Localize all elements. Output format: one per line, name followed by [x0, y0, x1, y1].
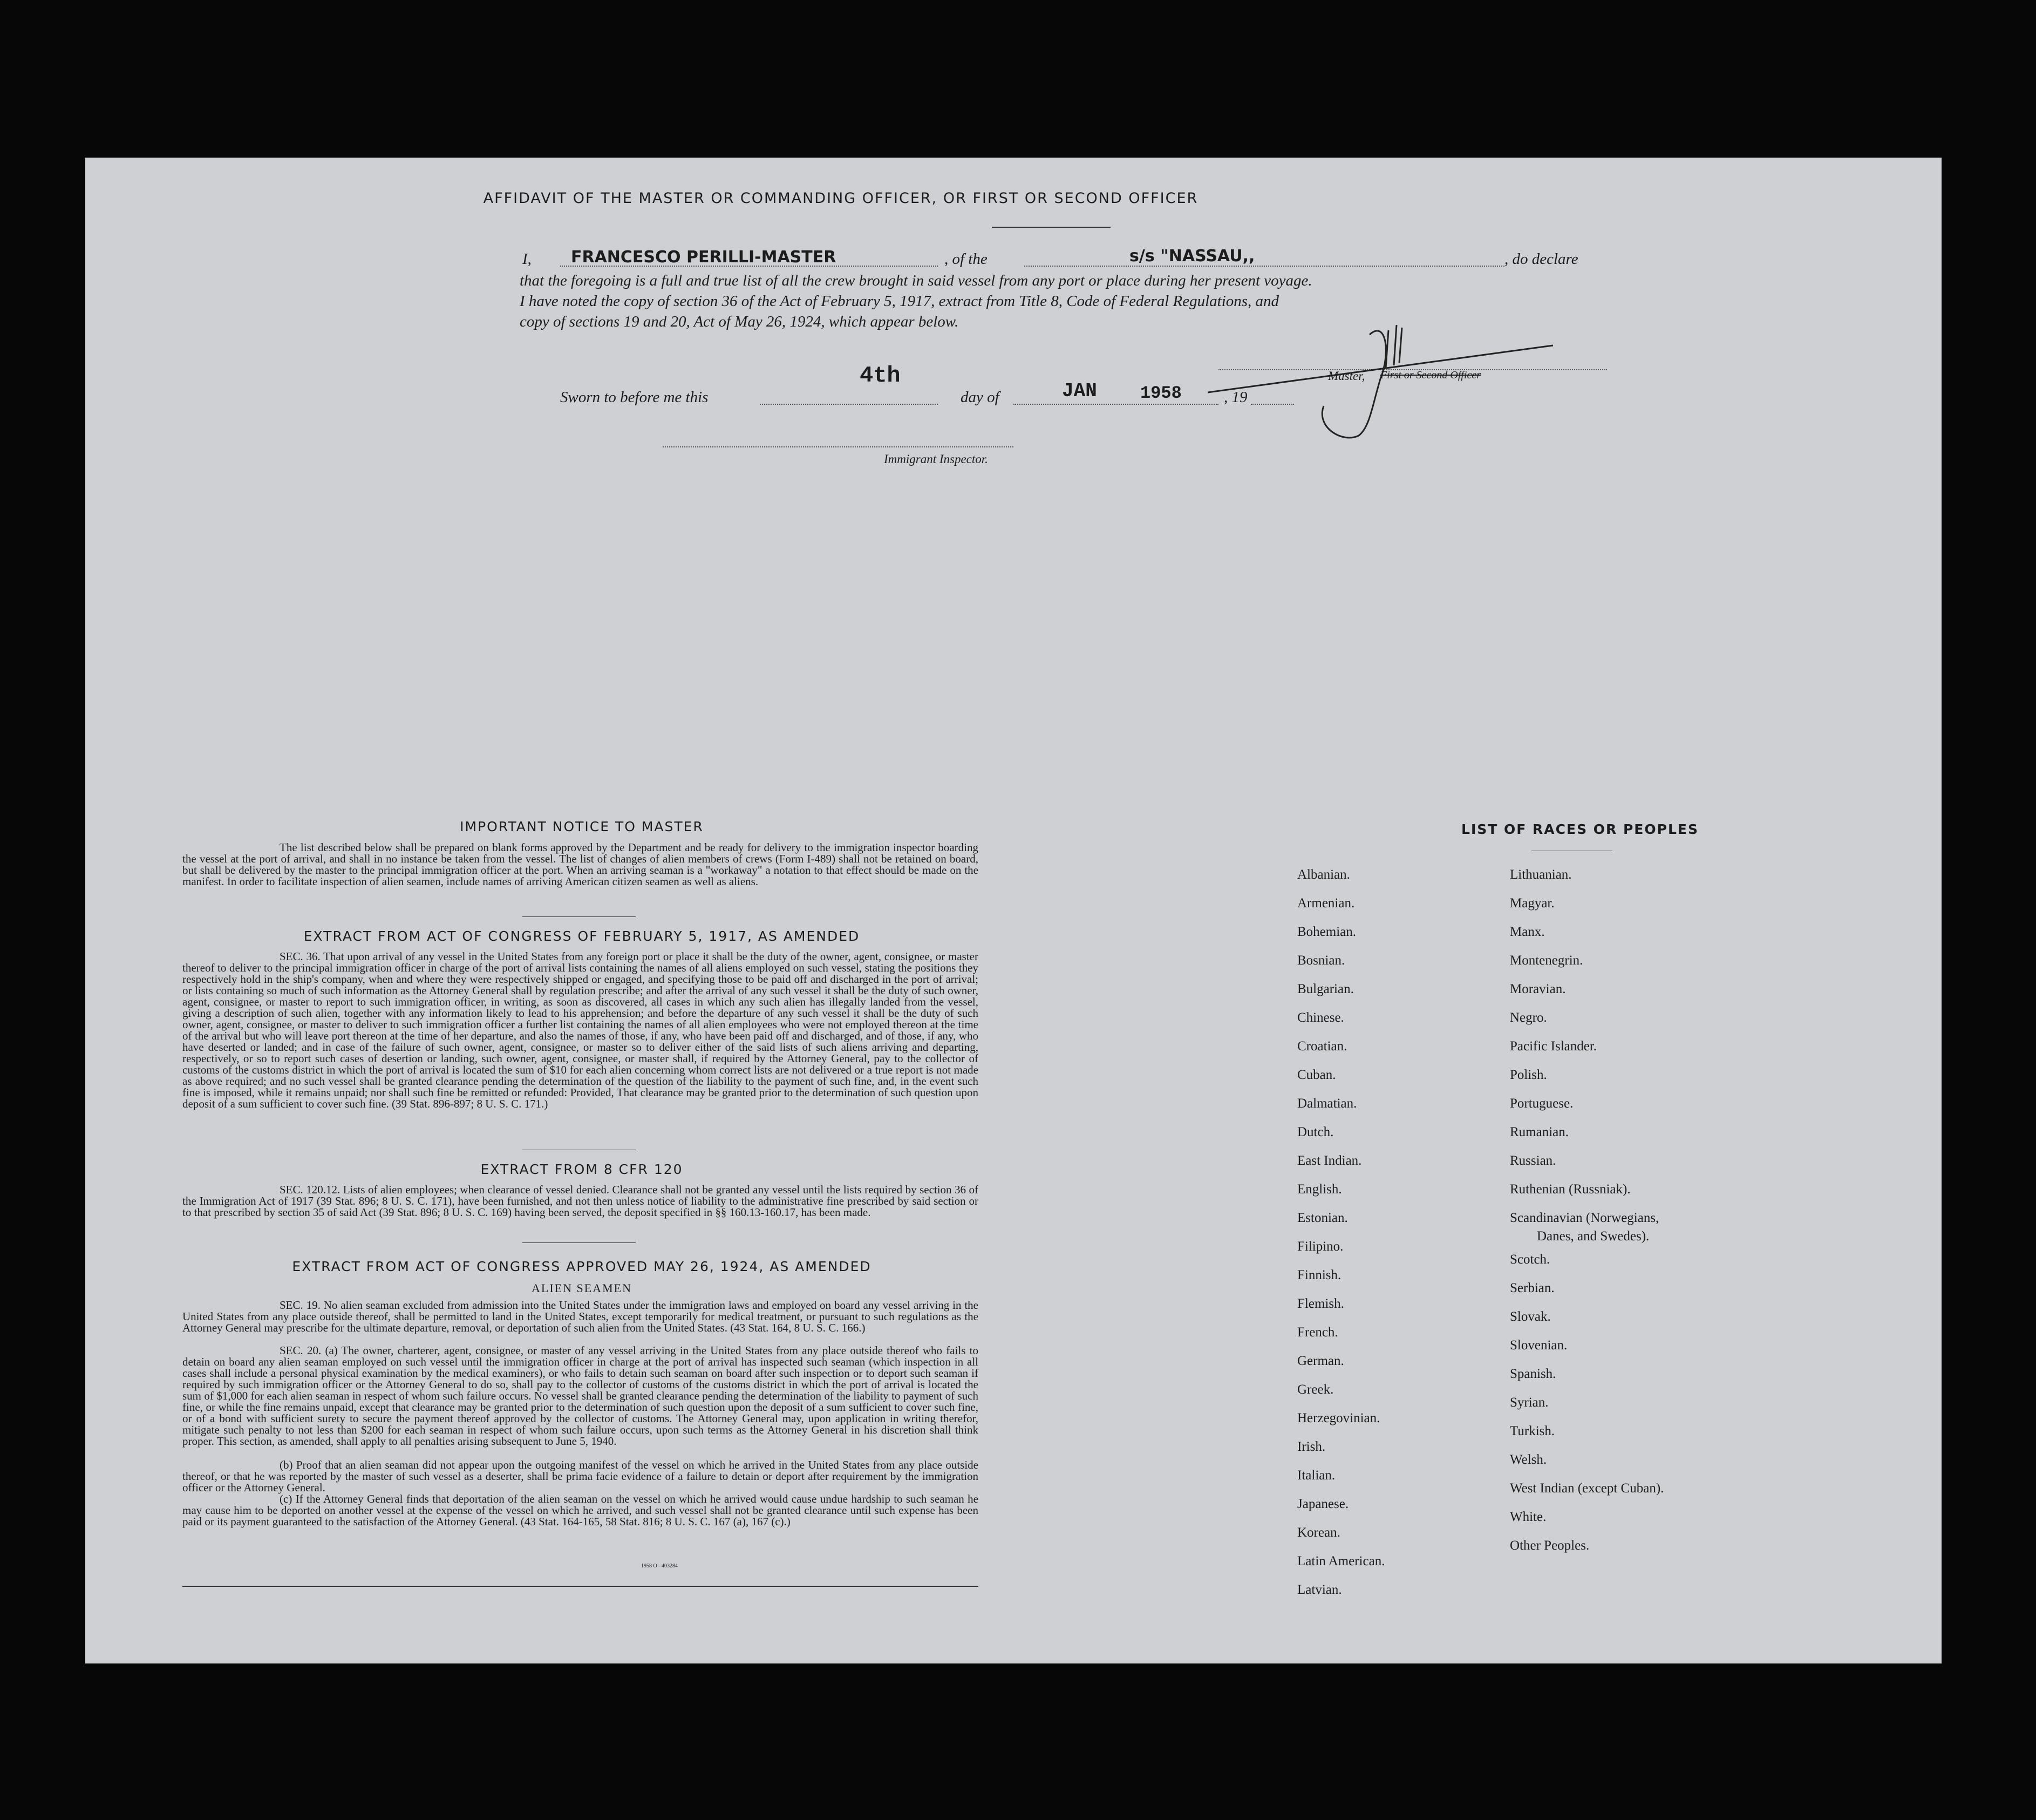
race-item: West Indian (except Cuban). [1510, 1481, 1664, 1496]
race-item: Dutch. [1297, 1125, 1334, 1139]
race-item: Pacific Islander. [1510, 1039, 1597, 1054]
race-item: Magyar. [1510, 896, 1555, 911]
race-item: Latin American. [1297, 1554, 1385, 1568]
race-item: Other Peoples. [1510, 1538, 1590, 1553]
master-signature [1208, 320, 1585, 444]
race-item: Ruthenian (Russniak). [1510, 1182, 1631, 1197]
race-item: Cuban. [1297, 1068, 1336, 1082]
title-rule [992, 227, 1111, 228]
day-number[interactable]: 4th [860, 363, 901, 389]
extract-cfr-body: SEC. 120.12. Lists of alien employees; when clearance of vessel denied. Clearance shall not be granted any vessel until the lists required by section 36 of the Immigration Act of 1917 (39 Stat. 896; 8 U. S. C. 171), have been furnished, and not then unless notice of liability to the administrative fine prescribed by said section or to that prescribed by section 35 of said Act (39 Stat. 896; 8 U. S. C. 169) having been served, the deposit specified in §§ 160.13-160.17, has been made. [182, 1183, 978, 1219]
print-code: 1958 O - 403284 [641, 1563, 678, 1569]
vessel-line [1024, 266, 1504, 267]
struck-officer-label: First or Second Officer [1380, 369, 1481, 381]
alien-seamen-subtitle: ALIEN SEAMEN [532, 1281, 632, 1295]
race-item: Negro. [1510, 1010, 1547, 1025]
race-item: Scotch. [1510, 1252, 1550, 1267]
extract-1917-title: EXTRACT FROM ACT OF CONGRESS OF FEBRUARY 5, 1917, AS AMENDED [303, 928, 860, 944]
day-of-label: day of [961, 389, 999, 406]
master-label: Master, [1328, 369, 1365, 383]
extract-cfr-divider [522, 1242, 636, 1243]
year-suffix-line [1251, 404, 1294, 405]
race-item: English. [1297, 1182, 1342, 1197]
race-item: White. [1510, 1510, 1547, 1524]
race-item: Moravian. [1510, 982, 1566, 996]
scandinavian-continuation: Danes, and Swedes). [1537, 1229, 1650, 1244]
of-the-label: , of the [944, 250, 988, 268]
race-item: Turkish. [1510, 1424, 1555, 1438]
month-line [1013, 404, 1218, 405]
year-prefix: , 19 [1224, 389, 1248, 406]
year-value[interactable]: 1958 [1140, 383, 1182, 403]
race-item: Estonian. [1297, 1211, 1348, 1225]
race-item: Herzegovinian. [1297, 1411, 1380, 1425]
race-item: Italian. [1297, 1468, 1336, 1483]
sec20a-body: SEC. 20. (a) The owner, charterer, agent, consignee, or master of any vessel arriving in the United States from any place outside thereof who fails to detain on board any alien seaman employed on such vessel until the immigration officer in charge at the port of arrival has inspected such seaman (which inspection in all cases shall include a personal physical examination by the medical examiners), or who fails to detain such seaman on board after such inspection or to deport such seaman if required by such immigration officer or the Attorney General to do so, shall pay to the collector of customs of the customs district in which the port of arrival is located the sum of $1,000 for each alien seaman in respect of whom such failure occurs. No vessel shall be granted clearance pending the determination of the liability to payment of such fine, or while the fine remains unpaid, except that clearance may be granted prior to the determination of such question upon the deposit of a sum sufficient to cover such fine, or of a bond with sufficient surety to secure the payment thereof approved by the collector of customs. The Attorney General may, upon application in writing therefor, mitigate such penalty to not less than $200 for each seaman in respect of whom such failure occurs, upon such terms as the Attorney General in his discretion shall think proper. This section, as amended, shall apply to all penalties arising subsequent to June 5, 1940. [182, 1344, 978, 1448]
race-item: Armenian. [1297, 896, 1355, 911]
race-item: Montenegrin. [1510, 953, 1583, 968]
inspector-line [663, 446, 1013, 447]
race-item: Finnish. [1297, 1268, 1342, 1282]
race-item: Serbian. [1510, 1281, 1555, 1295]
vessel-name[interactable]: s/s "NASSAU,, [1129, 247, 1255, 266]
race-item: Bosnian. [1297, 953, 1345, 968]
race-item: Bohemian. [1297, 925, 1357, 939]
form-page [85, 158, 1942, 1663]
master-name[interactable]: FRANCESCO PERILLI-MASTER [571, 248, 836, 267]
race-item: Portuguese. [1510, 1096, 1574, 1111]
day-line [760, 404, 938, 405]
race-item: Rumanian. [1510, 1125, 1569, 1139]
race-item: Lithuanian. [1510, 867, 1572, 882]
race-item: Albanian. [1297, 867, 1350, 882]
race-item: Flemish. [1297, 1296, 1344, 1311]
declaration-i: I, [522, 250, 532, 268]
race-item: Syrian. [1510, 1395, 1549, 1410]
races-title: LIST OF RACES OR PEOPLES [1461, 821, 1699, 837]
month-value[interactable]: JAN [1062, 380, 1097, 402]
race-item: French. [1297, 1325, 1338, 1340]
race-item: Chinese. [1297, 1010, 1344, 1025]
sec20b-body: (b) Proof that an alien seaman did not appear upon the outgoing manifest of the vessel on which he arrived in the United States from any place outside thereof, or that he was reported by the master of such vessel as a deserter, shall be prima facie evidence of a failure to detain or deport after requirement by the immigration officer or the Attorney General. [182, 1458, 978, 1494]
extract-1924-title: EXTRACT FROM ACT OF CONGRESS APPROVED MAY 26, 1924, AS AMENDED [292, 1259, 871, 1274]
sec20c-body: (c) If the Attorney General finds that deportation of the alien seaman on the vessel on which he arrived would cause undue hardship to such seaman he may cause him to be deported on another vessel at the expense of the vessel on which he arrived, and such vessel shall not be granted clearance until such expense has been paid or its payment guaranteed to the satisfaction of the Attorney General. (43 Stat. 164-165, 58 Stat. 816; 8 U. S. C. 167 (a), 167 (c).) [182, 1492, 978, 1528]
notice-body: The list described below shall be prepared on blank forms approved by the Department and be ready for delivery to the immigration inspector boarding the vessel at the port of arrival, and shall in no instance be taken from the vessel. The list of changes of alien members of crews (Form I-489) shall not be retained on board, but shall be delivered by the master to the principal immigration officer at the port. When an arriving seaman is a "workaway" a notation to that effect should be made on the manifest. In order to facilitate inspection of alien seamen, include names of arriving American citizen seamen as well as aliens. [182, 841, 978, 888]
extract-cfr-title: EXTRACT FROM 8 CFR 120 [480, 1162, 683, 1177]
race-item: Welsh. [1510, 1452, 1547, 1467]
sec19-body: SEC. 19. No alien seaman excluded from admission into the United States under the immigration laws and employed on board any vessel arriving in the United States from any place outside thereof, shall be permitted to land in the United States, except temporarily for medical treatment, or pursuant to such regulations as the Attorney General may prescribe for the ultimate departure, removal, or deportation of such alien from the United States. (43 Stat. 164, 8 U. S. C. 166.) [182, 1299, 978, 1334]
race-item: Croatian. [1297, 1039, 1347, 1054]
races-column-2 [1510, 860, 1664, 1560]
extract-1917-body: SEC. 36. That upon arrival of any vessel in the United States from any foreign port or place it shall be the duty of the owner, agent, consignee, or master thereof to deliver to the principal immigration officer in charge of the port of arrival lists containing the names of all aliens employed on such vessel, stating the positions they respectively hold in the ship's company, when and where they were respectively shipped or engaged, and specifying those to be paid off and discharged in the port of arrival; or lists containing so much of such information as the Attorney General shall by regulation prescribe; and after the arrival of any such vessel it shall be the duty of such owner, agent, consignee, or master to report to such immigration officer, in writing, as soon as discovered, all cases in which any such alien has illegally landed from the vessel, giving a description of such alien, together with any information likely to lead to his apprehension; and before the departure of any such vessel it shall be the duty of such owner, agent, consignee, or master to deliver to such immigration officer a further list containing the names of all alien employees who were not employed thereon at the time of the arrival but who will leave port thereon at the time of her departure, and also the names of those, if any, who have been paid off and discharged, and of those, if any, who have deserted or landed; and in case of the failure of such owner, agent, consignee, or master so to deliver either of the said lists of such aliens arriving and departing, respectively, or so to report such cases of desertion or landing, such owner, agent, consignee, or master shall, if required by the Attorney General, pay to the collector of customs of the customs district in which the port of arrival is located the sum of $10 for each alien concerning whom correct lists are not delivered or a true report is not made as above required; and no such vessel shall be granted clearance pending the determination of the question of the liability to the payment of such fine, and, in the event such fine is imposed, while it remains unpaid; nor shall such fine be remitted or refunded: Provided, That clearance may be granted prior to the determination of such question upon deposit of a sum sufficient to cover such fine. (39 Stat. 896-897; 8 U. S. C. 171.) [182, 950, 978, 1110]
race-item: Russian. [1510, 1153, 1556, 1168]
race-item: East Indian. [1297, 1153, 1362, 1168]
race-item: Filipino. [1297, 1239, 1344, 1254]
declaration-line-4: copy of sections 19 and 20, Act of May 26, 1924, which appear below. [520, 313, 959, 330]
race-item: Greek. [1297, 1382, 1334, 1397]
notice-divider [522, 916, 636, 917]
race-item: Polish. [1510, 1068, 1547, 1082]
race-item: Spanish. [1510, 1367, 1556, 1381]
notice-title: IMPORTANT NOTICE TO MASTER [460, 819, 704, 834]
race-item: Manx. [1510, 925, 1545, 939]
declaration-line-2: that the foregoing is a full and true list of all the crew brought in said vessel from any port or place during her present voyage. [520, 272, 1312, 289]
race-item: Slovenian. [1510, 1338, 1568, 1353]
race-item: Scandinavian (Norwegians, [1510, 1211, 1659, 1225]
race-item: Korean. [1297, 1525, 1340, 1540]
bottom-rule [182, 1586, 978, 1587]
inspector-label: Immigrant Inspector. [884, 452, 988, 466]
race-item: Slovak. [1510, 1309, 1551, 1324]
race-item: Dalmatian. [1297, 1096, 1357, 1111]
declaration-line-3: I have noted the copy of section 36 of the Act of February 5, 1917, extract from Title 8, Code of Federal Regulations, and [520, 293, 1279, 310]
race-item: Irish. [1297, 1439, 1326, 1454]
race-item: German. [1297, 1354, 1344, 1368]
race-item: Bulgarian. [1297, 982, 1354, 996]
sworn-label: Sworn to before me this [560, 389, 709, 406]
race-item: Japanese. [1297, 1497, 1349, 1511]
races-column-1 [1297, 860, 1385, 1604]
do-declare-label: , do declare [1504, 250, 1578, 268]
affidavit-title: AFFIDAVIT OF THE MASTER OR COMMANDING OFFICER, OR FIRST OR SECOND OFFICER [483, 190, 1199, 207]
race-item: Latvian. [1297, 1583, 1342, 1597]
